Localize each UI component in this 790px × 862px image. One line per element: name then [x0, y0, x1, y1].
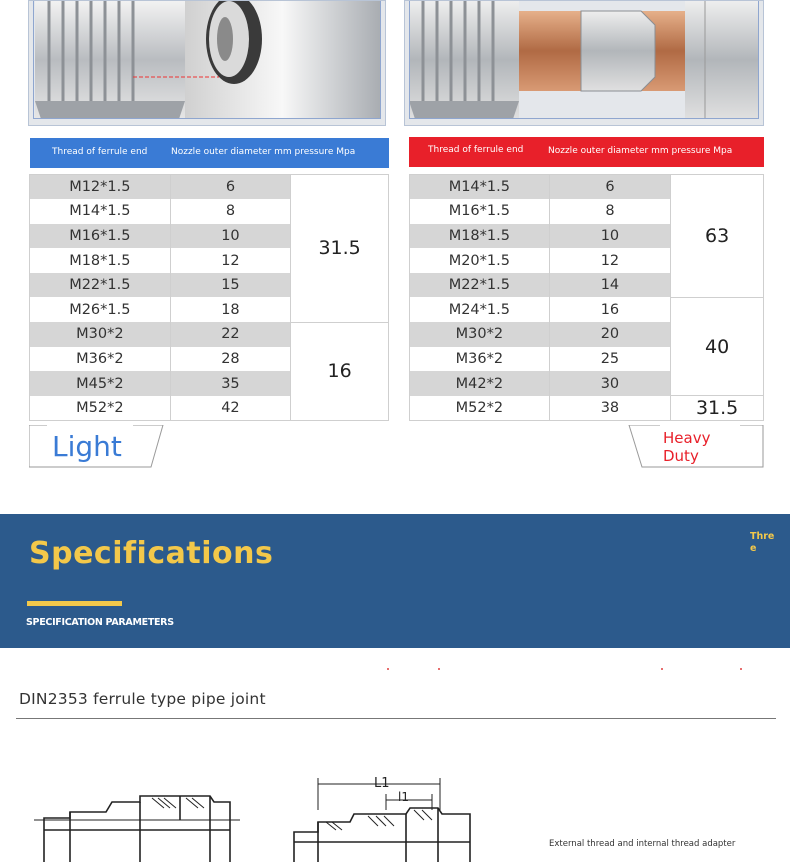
thread-cell: M52*2	[30, 396, 171, 421]
thread-cell: M16*1.5	[410, 199, 550, 224]
light-series-tag	[29, 425, 164, 468]
adapter-drawing-2	[290, 770, 475, 862]
diameter-cell: 15	[170, 273, 291, 298]
table-row	[30, 175, 389, 200]
title-underline	[27, 601, 122, 606]
pressure-cell: 31.5	[291, 175, 389, 323]
pressure-cell: 63	[671, 175, 764, 298]
diameter-cell: 35	[170, 371, 291, 396]
diameter-cell: 28	[170, 347, 291, 372]
diameter-cell: 20	[549, 322, 671, 347]
specifications-band	[0, 514, 790, 648]
light-header-thread: Thread of ferrule end	[52, 147, 148, 157]
diameter-cell: 42	[170, 396, 291, 421]
dimension-l1: L1	[374, 776, 390, 791]
light-tag-label: Light	[52, 430, 122, 463]
thread-cell: M24*1.5	[410, 297, 550, 322]
product-name: DIN2353 ferrule type pipe joint	[19, 690, 266, 708]
thread-cell: M26*1.5	[30, 297, 171, 322]
thread-cell: M22*1.5	[30, 273, 171, 298]
diameter-cell: 18	[170, 297, 291, 322]
pressure-cell: 40	[671, 297, 764, 395]
thread-cell: M36*2	[410, 347, 550, 372]
thread-cell: M36*2	[30, 347, 171, 372]
heavy-table-header	[409, 137, 764, 167]
decor-dots	[0, 668, 790, 678]
diameter-cell: 8	[549, 199, 671, 224]
thread-cell: M14*1.5	[30, 199, 171, 224]
diameter-cell: 14	[549, 273, 671, 298]
drawing-caption: External thread and internal thread adapter	[549, 839, 736, 849]
heavy-header-thread: Thread of ferrule end	[428, 145, 524, 155]
thread-cell: M52*2	[410, 396, 550, 421]
diameter-cell: 12	[170, 248, 291, 273]
light-spec-table	[29, 174, 389, 421]
thread-cell: M12*1.5	[30, 175, 171, 200]
heavy-series-tag	[628, 425, 764, 468]
diameter-cell: 8	[170, 199, 291, 224]
thread-cell: M18*1.5	[30, 248, 171, 273]
thread-cell: M20*1.5	[410, 248, 550, 273]
heavy-header-diameter: Nozzle outer diameter mm pressure Mpa	[548, 146, 733, 156]
pressure-cell: 16	[291, 322, 389, 420]
diameter-cell: 30	[549, 371, 671, 396]
thread-cell: M42*2	[410, 371, 550, 396]
dimension-l2: l1	[398, 790, 409, 804]
thread-cell: M14*1.5	[410, 175, 550, 200]
thread-cell: M22*1.5	[410, 273, 550, 298]
thread-cell: M30*2	[30, 322, 171, 347]
heavy-spec-table	[409, 174, 764, 421]
diameter-cell: 12	[549, 248, 671, 273]
table-row	[30, 322, 389, 347]
diameter-cell: 25	[549, 347, 671, 372]
light-table-header	[30, 138, 389, 168]
divider	[16, 718, 776, 719]
heavy-tag-label: Heavy Duty	[663, 429, 711, 465]
thread-cell: M45*2	[30, 371, 171, 396]
thread-cell: M16*1.5	[30, 224, 171, 249]
thread-cell: M18*1.5	[410, 224, 550, 249]
diameter-cell: 38	[549, 396, 671, 421]
diameter-cell: 6	[549, 175, 671, 200]
diameter-cell: 10	[170, 224, 291, 249]
diameter-cell: 6	[170, 175, 291, 200]
table-row	[410, 396, 764, 421]
heavy-fitting-photo	[404, 0, 764, 126]
section-title: Specifications	[29, 536, 274, 571]
corner-label: Three	[750, 531, 775, 554]
table-row	[410, 175, 764, 200]
section-subtitle: SPECIFICATION PARAMETERS	[26, 617, 174, 628]
pressure-cell: 31.5	[671, 396, 764, 421]
diameter-cell: 16	[549, 297, 671, 322]
table-row	[410, 297, 764, 322]
diameter-cell: 22	[170, 322, 291, 347]
thread-cell: M30*2	[410, 322, 550, 347]
adapter-drawing-1	[30, 790, 245, 862]
diameter-cell: 10	[549, 224, 671, 249]
light-header-diameter: Nozzle outer diameter mm pressure Mpa	[171, 147, 356, 157]
light-fitting-photo	[28, 0, 386, 126]
